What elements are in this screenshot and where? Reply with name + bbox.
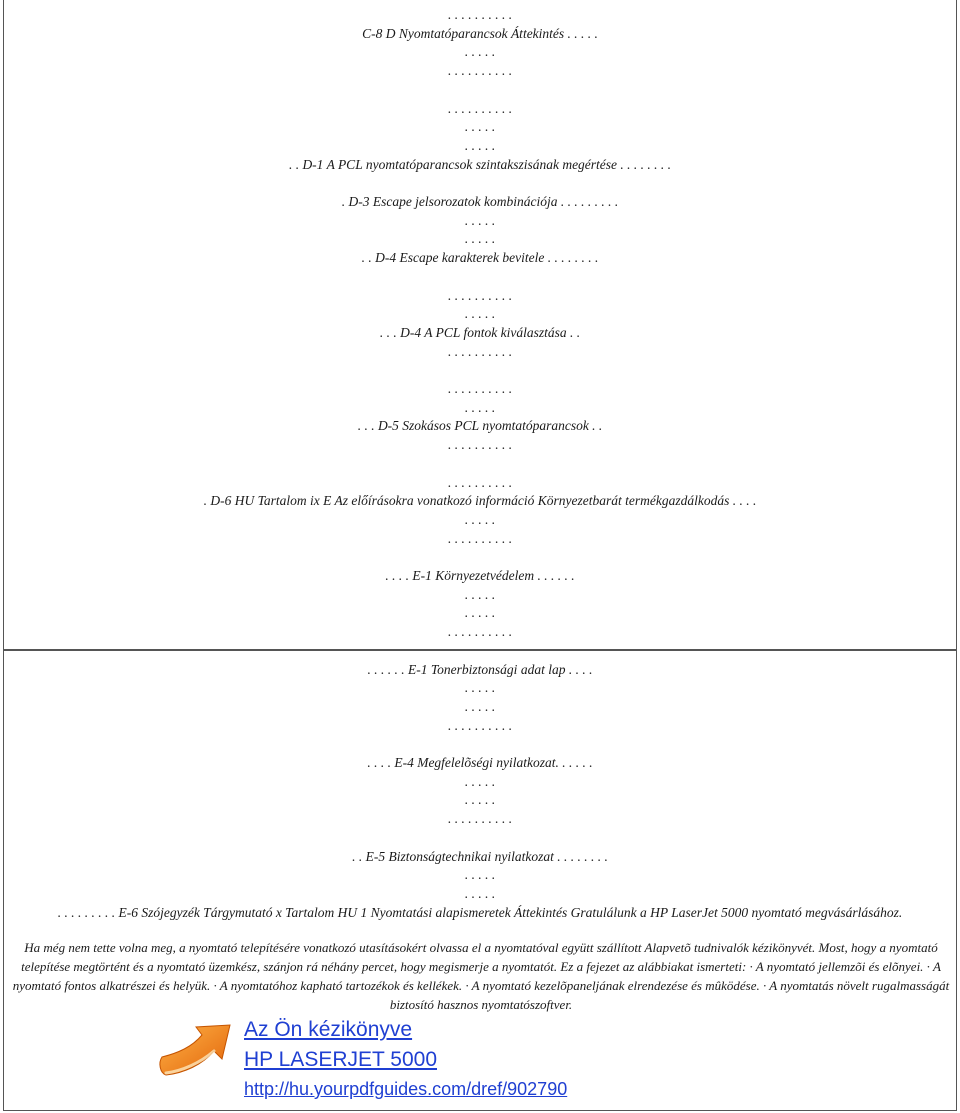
toc-line	[0, 174, 960, 192]
toc-line: . . . . .	[464, 119, 496, 135]
toc-line	[0, 268, 960, 286]
toc-line: . . . . E-1 Környezetvédelem . . . . . .	[385, 568, 575, 583]
toc-line: . . . . .	[464, 231, 496, 247]
toc-line: . . . . .	[464, 698, 496, 714]
toc-line: . . . . .	[464, 680, 496, 696]
toc-line: . . . . . . . . . .	[447, 343, 513, 359]
toc-line: . . . . . . . . . .	[447, 474, 513, 490]
toc-line: . . . . .	[464, 792, 496, 808]
toc-line: . . . . .	[464, 605, 496, 621]
toc-line: . D-3 Escape jelsorozatok kombinációja . . . . . . . . .	[341, 194, 619, 209]
toc-line: . . . . .	[464, 399, 496, 415]
toc-line: . . . . .	[464, 137, 496, 153]
toc-line	[0, 548, 960, 566]
toc-line: . . . . . . . . . .	[447, 624, 513, 640]
toc-line: . . . . . . . . . .	[447, 100, 513, 116]
toc-line	[0, 361, 960, 379]
toc-line: . . . . . . . . . .	[447, 437, 513, 453]
toc-line: . . . . .	[464, 44, 496, 60]
toc-line: . . . . .	[464, 773, 496, 789]
toc-line: . . D-4 Escape karakterek bevitele . . . . . . . .	[361, 250, 599, 266]
toc-line: . . . . .	[464, 511, 496, 527]
intro-paragraph: Ha még nem tette volna meg, a nyomtató telepítésére vonatkozó utasításokért olvassa el a nyomtatóval együtt szállított Alapvetõ tudnivalók kézikönyvét. Most, hogy a nyomtató telepítése megtörtént és a nyomtató üzemkész, szánjon rá néhány percet, hogy megismerje a nyomtatót. Ez a fejezet az alábbiakat ismerteti: · A nyomtató jellemzõi és elõnyei. · A nyomtató fontos alkatrészei és helyük. · A nyomtatóhoz kapható tartozékok és kellékek. · A nyomtató kezelõpaneljának elrendezése és mûködése. · A nyomtatás növelt rugalmasságát biztosító hasznos nyomtatószoftver.	[12, 940, 950, 1012]
orange-arrow-icon	[156, 1013, 236, 1093]
toc-line: . . . . . . E-1 Tonerbiztonsági adat lap . . . .	[367, 661, 593, 677]
toc-line: . . . . . . . . . E-6 Szójegyzék Tárgymutató x Tartalom HU 1 Nyomtatási alapismeretek Áttekintés Gratulálunk a HP LaserJet 5000 nyomtató megvásárlásához.	[57, 904, 903, 920]
toc-line: . . . D-4 A PCL fontok kiválasztása . .	[379, 324, 581, 340]
toc-line: C-8 D Nyomtatóparancsok Áttekintés . . . . .	[362, 25, 598, 41]
manual-title-link[interactable]: Az Ön kézikönyve	[244, 1018, 413, 1041]
footer-box	[3, 650, 957, 1111]
toc-line: . . . . .	[464, 885, 496, 901]
toc-line: . . . . . . . . . .	[447, 287, 513, 303]
toc-line: . . . . . . . . . .	[447, 811, 513, 827]
toc-line: . . . . . . . . . .	[447, 530, 513, 546]
toc-line: . . . . . . . . . .	[447, 381, 513, 396]
toc-line: . . . . .	[464, 306, 496, 322]
toc-line	[0, 81, 960, 99]
toc-line	[0, 455, 960, 473]
toc-line: . . E-5 Biztonságtechnikai nyilatkozat . . . . . . . .	[352, 848, 608, 864]
toc-line: . . . . . . . . . .	[447, 7, 513, 22]
model-link[interactable]: HP LASERJET 5000	[244, 1048, 437, 1071]
toc-line: . . . . .	[464, 867, 496, 883]
url-link[interactable]: http://hu.yourpdfguides.com/dref/902790	[244, 1079, 568, 1099]
toc-line: . . . D-5 Szokásos PCL nyomtatóparancsok . .	[357, 418, 603, 434]
toc-line: . . . . .	[464, 212, 496, 228]
toc-line: . . . . . . . . . .	[447, 717, 513, 733]
toc-line: . . D-1 A PCL nyomtatóparancsok szintakszisának megértése . . . . . . . .	[288, 156, 672, 172]
toc-line: . . . . .	[464, 586, 496, 602]
toc-line: . D-6 HU Tartalom ix E Az előírásokra vonatkozó információ Környezetbarát termékgazdálkodás . . . .	[203, 493, 757, 509]
toc-line: . . . . . . . . . .	[447, 63, 513, 79]
toc-line: . . . . E-4 Megfelelõségi nyilatkozat. . . . . .	[367, 755, 593, 770]
